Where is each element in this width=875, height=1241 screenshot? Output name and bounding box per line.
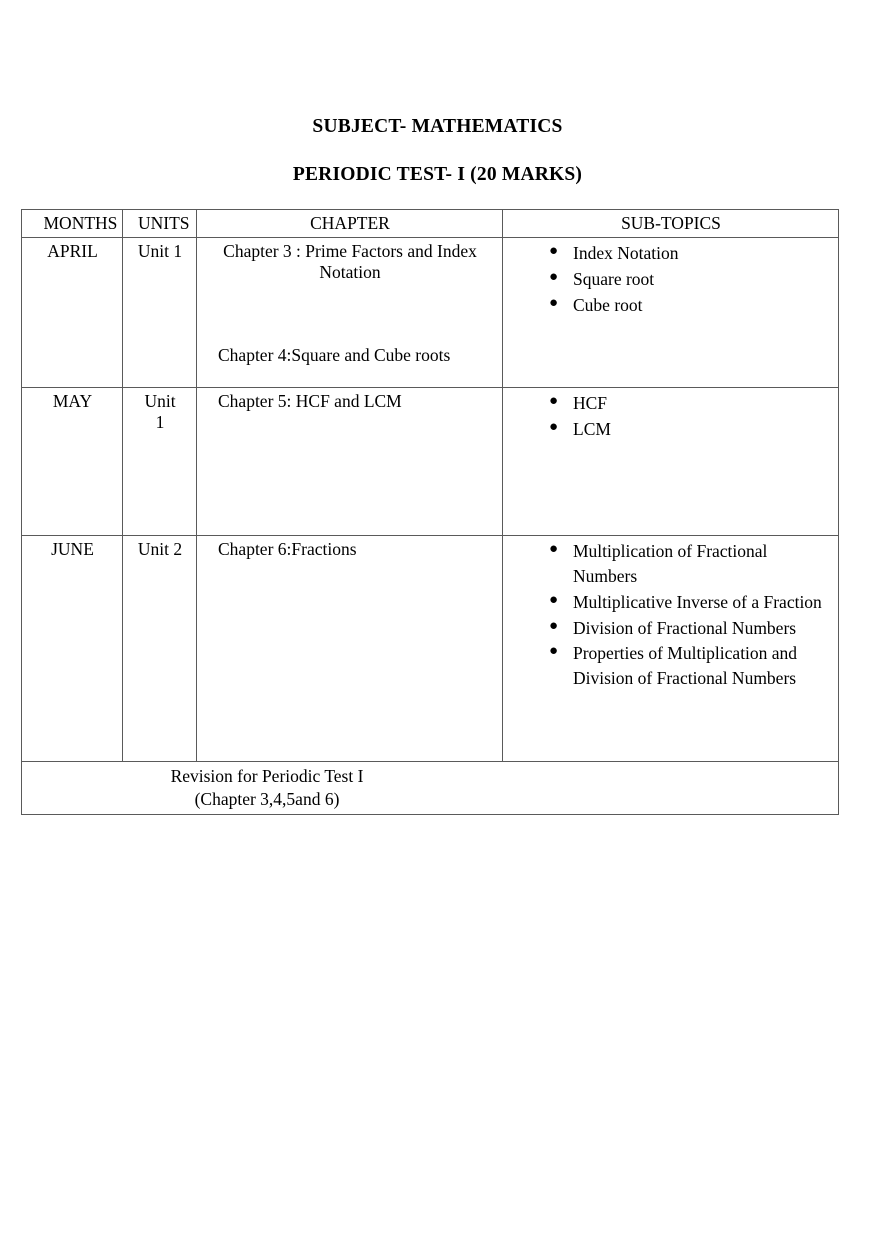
cell-month: MAY xyxy=(22,388,123,536)
list-item xyxy=(508,293,834,318)
list-item-label: Multiplication of Fractional Numbers xyxy=(573,541,768,586)
list-item-label: Multiplicative Inverse of a Fraction xyxy=(573,591,822,612)
cell-unit-label: Unit 2 xyxy=(137,539,183,559)
list-item xyxy=(508,616,834,641)
bullet-icon: ● xyxy=(549,643,559,660)
list-item xyxy=(508,267,834,292)
bullet-icon: ● xyxy=(549,268,559,285)
bullet-icon: ● xyxy=(549,243,559,259)
cell-unit xyxy=(123,388,197,536)
table-header xyxy=(22,210,839,238)
column-header-subtopics: SUB-TOPICS xyxy=(503,210,839,238)
subtopic-list xyxy=(508,241,834,318)
list-item-label: Properties of Multiplication and Division of Fractional Numbers xyxy=(573,643,798,689)
table-body xyxy=(22,238,839,815)
cell-unit xyxy=(123,536,197,762)
bullet-icon: ● xyxy=(549,591,559,608)
bullet-icon: ● xyxy=(549,294,559,311)
cell-unit-label: Unit 1 xyxy=(144,391,176,432)
chapter-line-primary: Chapter 6:Fractions xyxy=(218,539,357,559)
cell-unit xyxy=(123,238,197,388)
list-item xyxy=(508,641,834,691)
revision-line-1: Revision for Periodic Test I xyxy=(170,766,364,786)
cell-unit-label: Unit 1 xyxy=(137,241,183,261)
cell-subtopics xyxy=(503,388,839,536)
table-row xyxy=(22,238,839,388)
revision-line-2: (Chapter 3,4,5and 6) xyxy=(194,788,340,809)
column-header-units xyxy=(123,210,197,238)
chapter-spacer xyxy=(202,283,498,345)
page-title-test: PERIODIC TEST- I (20 MARKS) xyxy=(292,164,583,185)
table-row xyxy=(22,388,839,536)
syllabus-table xyxy=(21,209,839,815)
list-item-label: Cube root xyxy=(573,294,643,315)
table-row-revision xyxy=(22,762,839,815)
bullet-icon: ● xyxy=(549,393,559,409)
cell-chapter xyxy=(197,388,503,536)
list-item xyxy=(508,241,834,266)
list-item xyxy=(508,590,834,615)
cell-subtopics xyxy=(503,238,839,388)
chapter-line-primary: Chapter 3 : Prime Factors and Index Notation xyxy=(223,241,477,282)
column-header-months xyxy=(22,210,123,238)
cell-revision xyxy=(22,762,839,815)
cell-subtopics xyxy=(503,536,839,762)
chapter-line-secondary: Chapter 4:Square and Cube roots xyxy=(218,345,451,365)
list-item xyxy=(508,539,834,589)
list-item xyxy=(508,417,834,442)
chapter-line-primary: Chapter 5: HCF and LCM xyxy=(218,391,402,411)
list-item xyxy=(508,391,834,416)
subtopic-list xyxy=(508,391,834,442)
cell-month: JUNE xyxy=(22,536,123,762)
bullet-icon: ● xyxy=(549,418,559,435)
column-header-units-label: UNITS xyxy=(138,213,190,233)
cell-month: APRIL xyxy=(22,238,123,388)
revision-block xyxy=(27,765,507,811)
cell-chapter xyxy=(197,238,503,388)
subtopic-list xyxy=(508,539,834,691)
cell-chapter xyxy=(197,536,503,762)
bullet-icon: ● xyxy=(549,617,559,634)
list-item-label: Division of Fractional Numbers xyxy=(573,617,797,638)
bullet-icon: ● xyxy=(549,541,559,557)
list-item-label: Square root xyxy=(573,268,655,289)
column-header-chapter: CHAPTER xyxy=(197,210,503,238)
table-header-row xyxy=(22,210,839,238)
column-header-months-label: MONTHS xyxy=(43,213,118,233)
page-title-subject: SUBJECT- MATHEMATICS xyxy=(312,116,563,137)
table-row xyxy=(22,536,839,762)
list-item-label: HCF xyxy=(573,393,608,413)
list-item-label: Index Notation xyxy=(573,243,679,263)
list-item-label: LCM xyxy=(573,418,611,439)
